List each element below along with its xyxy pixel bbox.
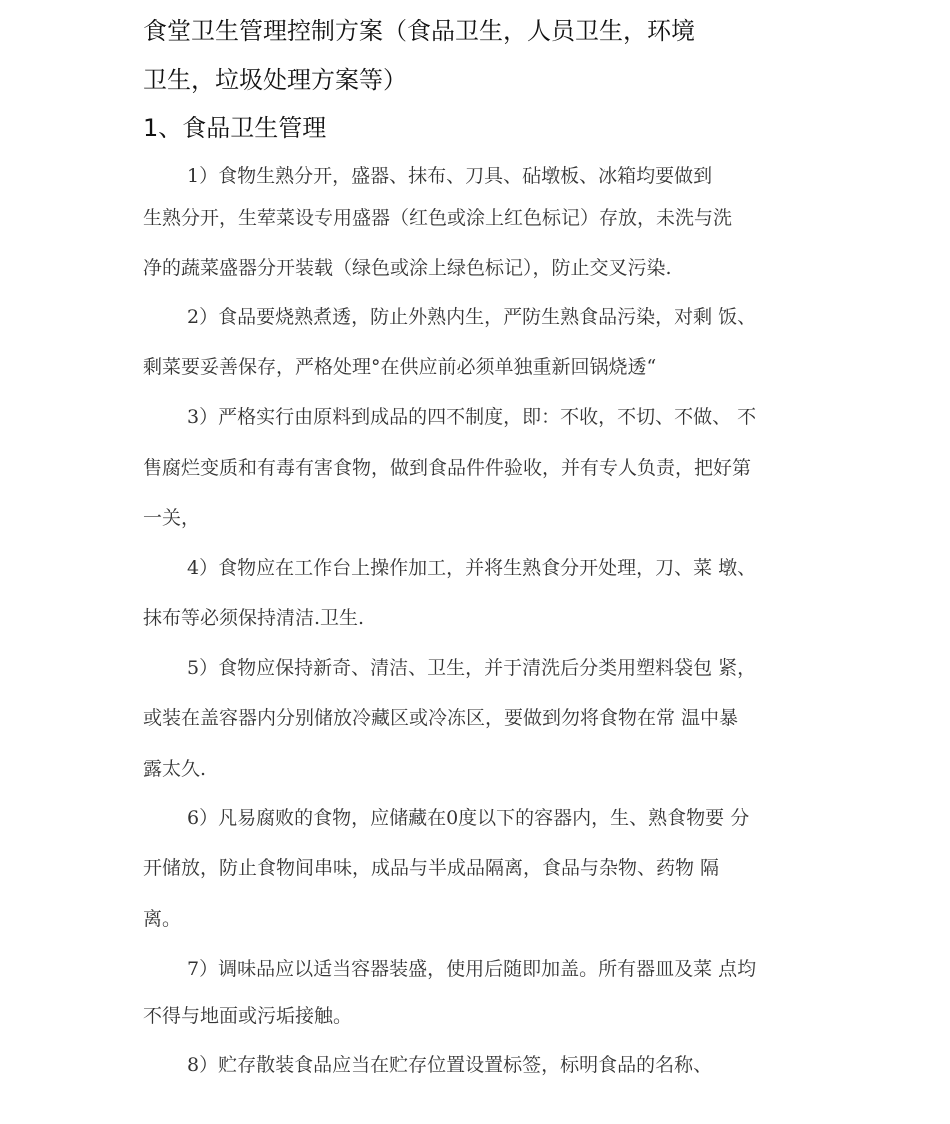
paragraph-6-line-2: 开储放，防止食物间串味，成品与半成品隔离，食品与杂物、药物 隔 bbox=[143, 857, 720, 879]
paragraph-1-line-2: 生熟分开，生荤菜设专用盛器（红色或涂上红色标记）存放，未洗与洗 bbox=[143, 207, 733, 229]
paragraph-5-line-3: 露太久. bbox=[143, 758, 207, 780]
document-title-line-2: 卫生，垃圾处理方案等） bbox=[143, 66, 407, 94]
paragraph-1-line-3: 净的蔬菜盛器分开装载（绿色或涂上绿色标记），防止交叉污染. bbox=[143, 257, 672, 279]
paragraph-2-line-1: 2）食品要烧熟煮透，防止外熟内生，严防生熟食品污染，对剩 饭、 bbox=[187, 306, 757, 328]
paragraph-5-line-2: 或装在盖容器内分别储放冷藏区或冷冻区，要做到勿将食物在常 温中暴 bbox=[143, 707, 739, 729]
paragraph-2-line-2: 剩菜要妥善保存，严格处理°在供应前必须单独重新回锅烧透“ bbox=[143, 356, 657, 378]
paragraph-6-line-1: 6）凡易腐败的食物，应储藏在0度以下的容器内，生、熟食物要 分 bbox=[187, 807, 750, 829]
paragraph-6-line-3: 离。 bbox=[143, 908, 182, 930]
paragraph-7-line-1: 7）调味品应以适当容器装盛，使用后随即加盖。所有器皿及菜 点均 bbox=[187, 958, 757, 980]
paragraph-4-line-1: 4）食物应在工作台上操作加工，并将生熟食分开处理，刀、菜 墩、 bbox=[187, 557, 757, 579]
paragraph-3-line-1: 3）严格实行由原料到成品的四不制度，即：不收，不切、不做、 不 bbox=[187, 406, 757, 428]
paragraph-5-line-1: 5）食物应保持新奇、清洁、卫生，并于清洗后分类用塑料袋包 紧， bbox=[187, 657, 757, 679]
paragraph-8-line-1: 8）贮存散装食品应当在贮存位置设置标签，标明食品的名称、 bbox=[187, 1054, 713, 1076]
document-title-line-1: 食堂卫生管理控制方案（食品卫生，人员卫生，环境 bbox=[143, 17, 695, 45]
section-heading: 1、食品卫生管理 bbox=[143, 114, 327, 142]
paragraph-1-line-1: 1）食物生熟分开，盛器、抹布、刀具、砧墩板、冰箱均要做到 bbox=[187, 165, 713, 187]
paragraph-3-line-3: 一关， bbox=[143, 507, 201, 529]
paragraph-3-line-2: 售腐烂变质和有毒有害食物，做到食品件件验收，并有专人负责，把好第 bbox=[143, 457, 752, 479]
paragraph-4-line-2: 抹布等必须保持清洁.卫生. bbox=[143, 607, 365, 629]
paragraph-7-line-2: 不得与地面或污垢接触。 bbox=[143, 1005, 353, 1027]
